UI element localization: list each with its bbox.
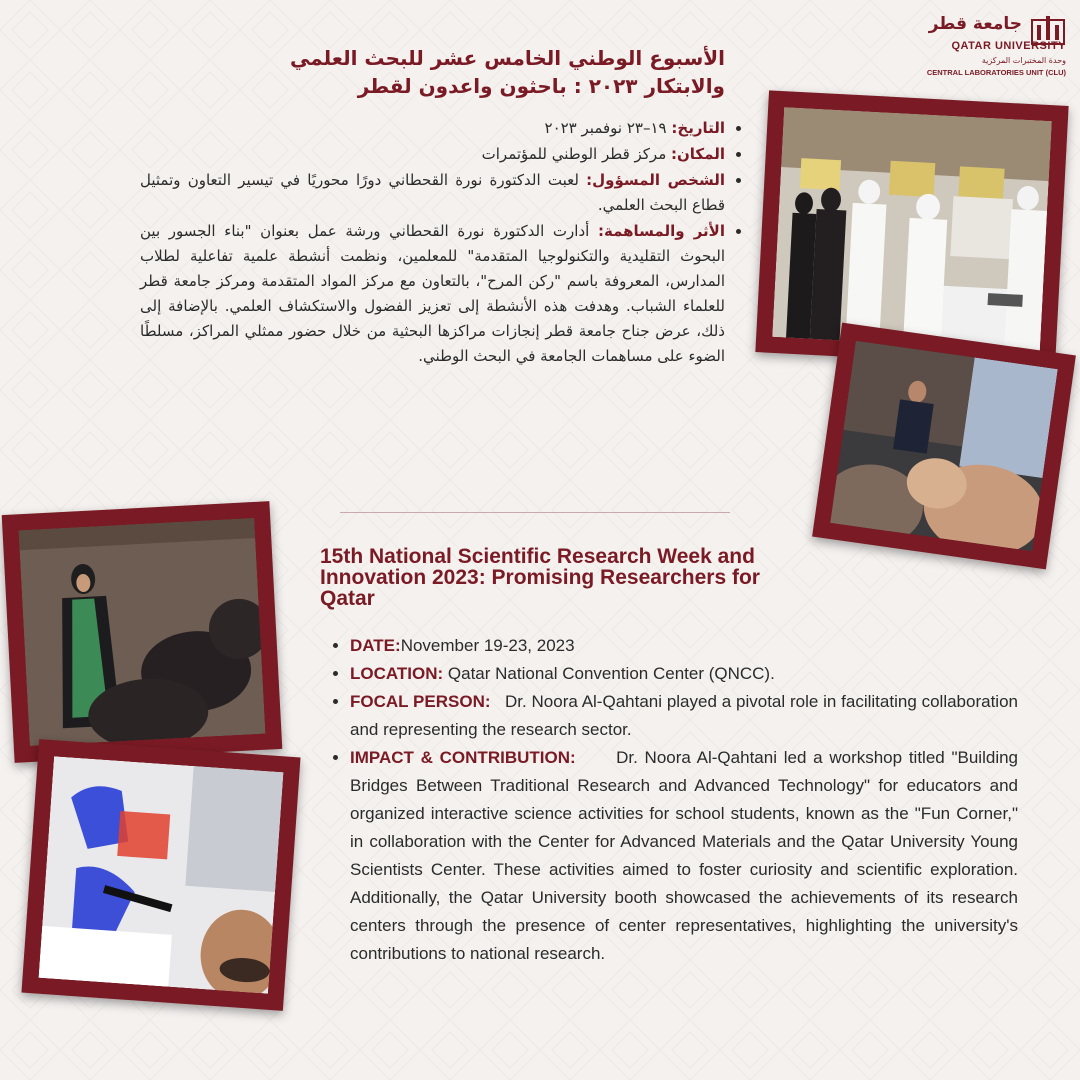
photo-frame-speaker	[812, 323, 1076, 570]
english-item-impact	[350, 744, 1018, 968]
section-divider	[340, 512, 730, 513]
arabic-title-line-1: الأسبوع الوطني الخامس عشر للبحث العلمي	[289, 46, 725, 70]
arabic-date-label: التاريخ:	[671, 119, 725, 137]
english-impact-label: IMPACT & CONTRIBUTION:	[350, 748, 576, 767]
arabic-impact-label: الأثر والمساهمة:	[597, 222, 725, 240]
arabic-impact-value: أدارت الدكتورة نورة القحطاني ورشة عمل بعنوان "بناء الجسور بين البحوث التقليدية والتكنولوجيا المتقدمة" للمعلمين، ونظمت أنشطة علمية تفاعلية لطلاب المدارس، المعروفة باسم "ركن المرح"، بالتعاون مع مركز المواد المتقدمة ومركز جامعة قطر للعلماء الشباب. وهدفت هذه الأنشطة إلى تعزيز الفضول والاستكشاف العلمي. بالإضافة إلى ذلك، عرض جناح جامعة قطر إنجازات مراكزها البحثية من خلال حضور ممثلي المراكز، مسلطًا الضوء على مساهمات الجامعة في البحث الوطني.	[140, 222, 725, 365]
arabic-focal-person-label: الشخص المسؤول:	[586, 171, 725, 189]
english-focal-person-label: FOCAL PERSON:	[350, 692, 491, 711]
arabic-focal-person-value: لعبت الدكتورة نورة القحطاني دورًا محوريًا في تيسير التعاون وتمثيل قطاع البحث العلمي.	[140, 171, 725, 214]
logo-name-arabic: جامعة قطر	[928, 14, 1022, 34]
university-logo	[866, 10, 1066, 80]
arabic-item-location	[140, 142, 725, 167]
english-location-label: LOCATION:	[350, 664, 444, 683]
english-focal-person-value: Dr. Noora Al-Qahtani played a pivotal role in facilitating collaboration and representing the research sector.	[350, 692, 1018, 739]
photo-frame-exhibition-tour	[755, 90, 1068, 367]
english-item-date	[350, 632, 1018, 660]
arabic-title	[140, 44, 725, 100]
arabic-date-value: ١٩–٢٣ نوفمبر ٢٠٢٣	[544, 119, 672, 137]
logo-name-english: QATAR UNIVERSITY	[951, 40, 1066, 52]
english-details-list	[330, 632, 1018, 968]
arabic-title-line-2: والابتكار ٢٠٢٣ : باحثون واعدون لقطر	[357, 74, 725, 98]
photo-frame-lab-experiment	[21, 739, 300, 1011]
arabic-item-impact	[140, 219, 725, 369]
english-date-label: DATE:	[350, 636, 401, 655]
english-location-value: Qatar National Convention Center (QNCC).	[443, 664, 775, 683]
logo-unit-arabic: وحدة المختبرات المركزية	[981, 56, 1066, 65]
arabic-location-label: المكان:	[671, 145, 725, 163]
english-title: 15th National Scientific Research Week and Innovation 2023: Promising Researchers for Qatar	[320, 545, 760, 610]
english-date-value: November 19-23, 2023	[400, 636, 575, 655]
photo-frame-presenter	[2, 501, 283, 763]
photo-speaker	[830, 341, 1058, 552]
arabic-details-list	[140, 116, 747, 370]
english-item-focal-person	[350, 688, 1018, 744]
english-impact-value: Dr. Noora Al-Qahtani led a workshop titled "Building Bridges Between Traditional Research and Advanced Technology" for educators and organized interactive science activities for school students, known as the "Fun Corner," in collaboration with the Center for Advanced Materials and the Qatar University Young Scientists Center. These activities aimed to foster curiosity and scientific exploration. Additionally, the Qatar University booth showcased the achievements of its research centers through the presence of center representatives, highlighting the university's contributions to national research.	[350, 748, 1019, 963]
photo-lab-experiment	[39, 756, 284, 994]
photo-exhibition-tour	[772, 107, 1052, 351]
arabic-item-date	[140, 116, 725, 141]
photo-presenter	[19, 518, 266, 746]
arabic-item-focal-person	[140, 168, 725, 218]
logo-unit-english: CENTRAL LABORATORIES UNIT (CLU)	[926, 68, 1066, 77]
english-item-location	[350, 660, 1018, 688]
arabic-location-value: مركز قطر الوطني للمؤتمرات	[481, 145, 671, 163]
